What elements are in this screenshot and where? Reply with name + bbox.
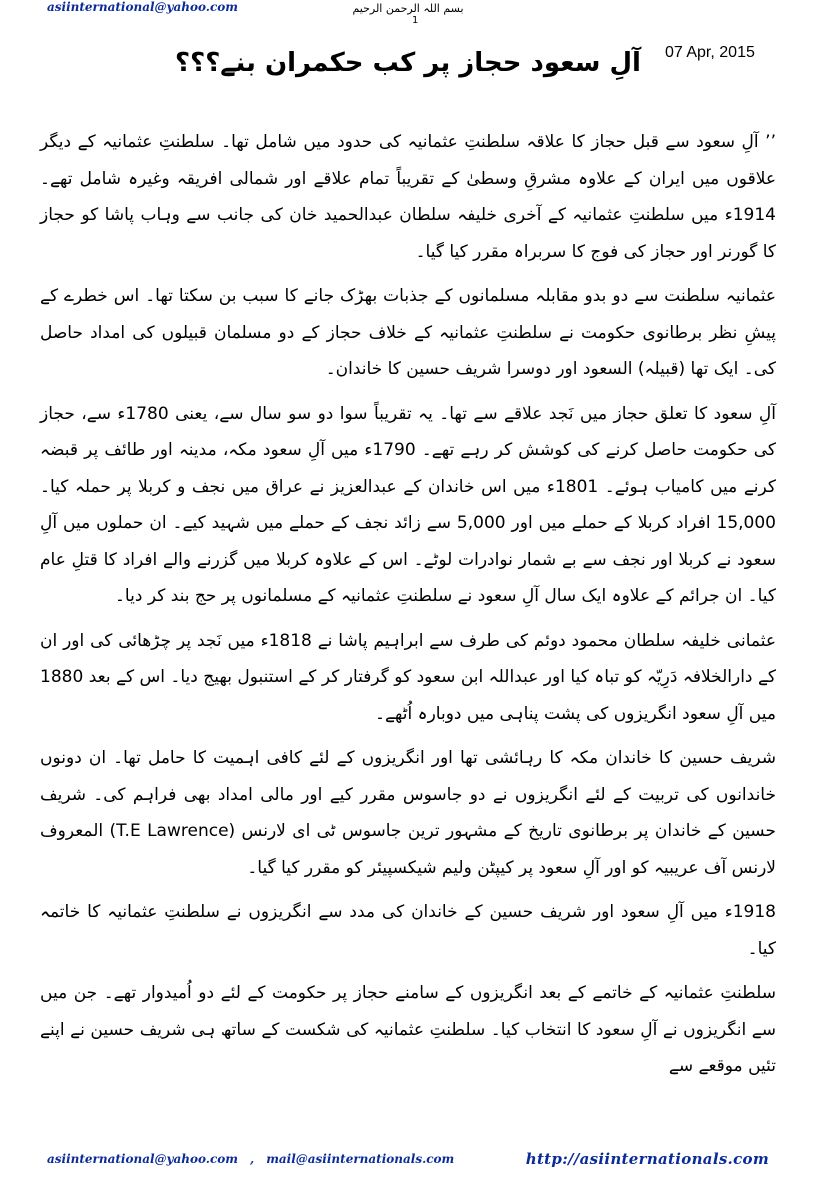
header-email[interactable]: asiinternational@yahoo.com — [47, 0, 238, 14]
paragraph: شریف حسین کا خاندان مکہ کا رہائشی تھا اور انگریزوں کے لئے کافی اہمیت کا حامل تھا۔ ان دونوں خاندانوں کی تربیت کے لئے انگریزوں نے دو جاسوس مقرر کیے اور مالی امداد بھی فراہم کی۔ شریف حسین کے خاندان پر برطانوی تاریخ کے مشہور ترین جاسوس ٹی ای لارنس (T.E Lawrence) المعروف لارنس آف عریبیہ کو اور آلِ سعود پر کیپٹن ولیم شیکسپیئر کو مقرر کیا گیا۔ — [40, 748, 776, 878]
bismillah: بسم اللہ الرحمن الرحیم — [352, 2, 464, 15]
paragraph: 1918ء میں آلِ سعود اور شریف حسین کے خاندان کی مدد سے انگریزوں نے سلطنتِ عثمانیہ کا خاتمہ کیا۔ — [40, 902, 776, 959]
footer-separator: , — [250, 1152, 255, 1166]
footer-email-mail[interactable]: mail@asiinternationals.com — [266, 1152, 455, 1166]
footer-contacts — [47, 1152, 454, 1166]
paragraph: عثمانیہ سلطنت سے دو بدو مقابلہ مسلمانوں کے جذبات بھڑک جانے کا سبب بن سکتا تھا۔ اس خطرے کے پیشِ نظر برطانوی حکومت نے سلطنتِ عثمانیہ کے خلاف حجاز کے دو مسلمان قبیلوں کی امداد حاصل کی۔ ایک تھا (قبیلہ) السعود اور دوسرا شریف حسین کا خاندان۔ — [40, 286, 776, 379]
footer-website-link[interactable]: http://asiinternationals.com — [525, 1150, 769, 1168]
article-date: 07 Apr, 2015 — [665, 44, 755, 61]
page-number: 1 — [412, 15, 419, 26]
paragraph: ’’ آلِ سعود سے قبل حجاز کا علاقہ سلطنتِ عثمانیہ کی حدود میں شامل تھا۔ سلطنتِ عثمانیہ کے دیگر علاقوں میں ایران کے علاوہ مشرقِ وسطیٰ کے تقریباً تمام علاقے اور شمالی افریقہ وغیرہ شامل تھے۔ 1914ء میں سلطنتِ عثمانیہ کے آخری خلیفہ سلطان عبدالحمید خان کی جانب سے وہاب پاشا کو حجاز کا گورنر اور حجاز کی فوج کا سربراہ مقرر کیا گیا۔ — [40, 132, 776, 262]
paragraph: آلِ سعود کا تعلق حجاز میں نَجد علاقے سے تھا۔ یہ تقریباً سوا دو سو سال سے، یعنی 1780ء سے، حجاز کی حکومت حاصل کرنے کی کوشش کر رہے تھے۔ 1790ء میں آلِ سعود مکہ، مدینہ اور طائف پر قبضہ کرنے میں کامیاب ہوئے۔ 1801ء میں اس خاندان کے عبدالعزیز نے عراق میں نجف و کربلا پر حملہ کیا۔ 15,000 افراد کربلا کے حملے میں اور 5,000 سے زائد نجف کے حملے میں شہید کیے۔ ان حملوں میں آلِ سعود نے کربلا اور نجف سے بے شمار نوادرات لوٹے۔ اس کے علاوہ کربلا میں گزرنے والے افراد کا قتلِ عام کیا۔ ان جرائم کے علاوہ ایک سال آلِ سعود نے سلطنتِ عثمانیہ کے مسلمانوں پر حج بند کر دیا۔ — [40, 403, 777, 606]
paragraph: عثمانی خلیفہ سلطان محمود دوئم کی طرف سے ابراہیم پاشا نے 1818ء میں نَجد پر چڑھائی کی اور ان کے دارالخلافہ دَرِیّہ کو تباہ کیا اور عبداللہ ابن سعود کو گرفتار کر کے استنبول بھیج دیا۔ اس کے بعد 1880 میں آلِ سعود انگریزوں کی پشت پناہی میں دوبارہ اُٹھے۔ — [40, 630, 776, 724]
footer — [47, 1152, 769, 1170]
footer-email-yahoo[interactable]: asiinternational@yahoo.com — [47, 1152, 238, 1166]
article-body — [40, 124, 776, 1093]
paragraph: سلطنتِ عثمانیہ کے خاتمے کے بعد انگریزوں کے سامنے حجاز پر حکومت کے لئے دو اُمیدوار تھے۔ جن میں سے انگریزوں نے آلِ سعود کا انتخاب کیا۔ سلطنتِ عثمانیہ کی شکست کے ساتھ ہی شریف حسین نے اپنے تئیں موقعے سے — [40, 983, 776, 1076]
article-title: آلِ سعود حجاز پر کب حکمران بنے؟؟؟ — [175, 48, 641, 78]
